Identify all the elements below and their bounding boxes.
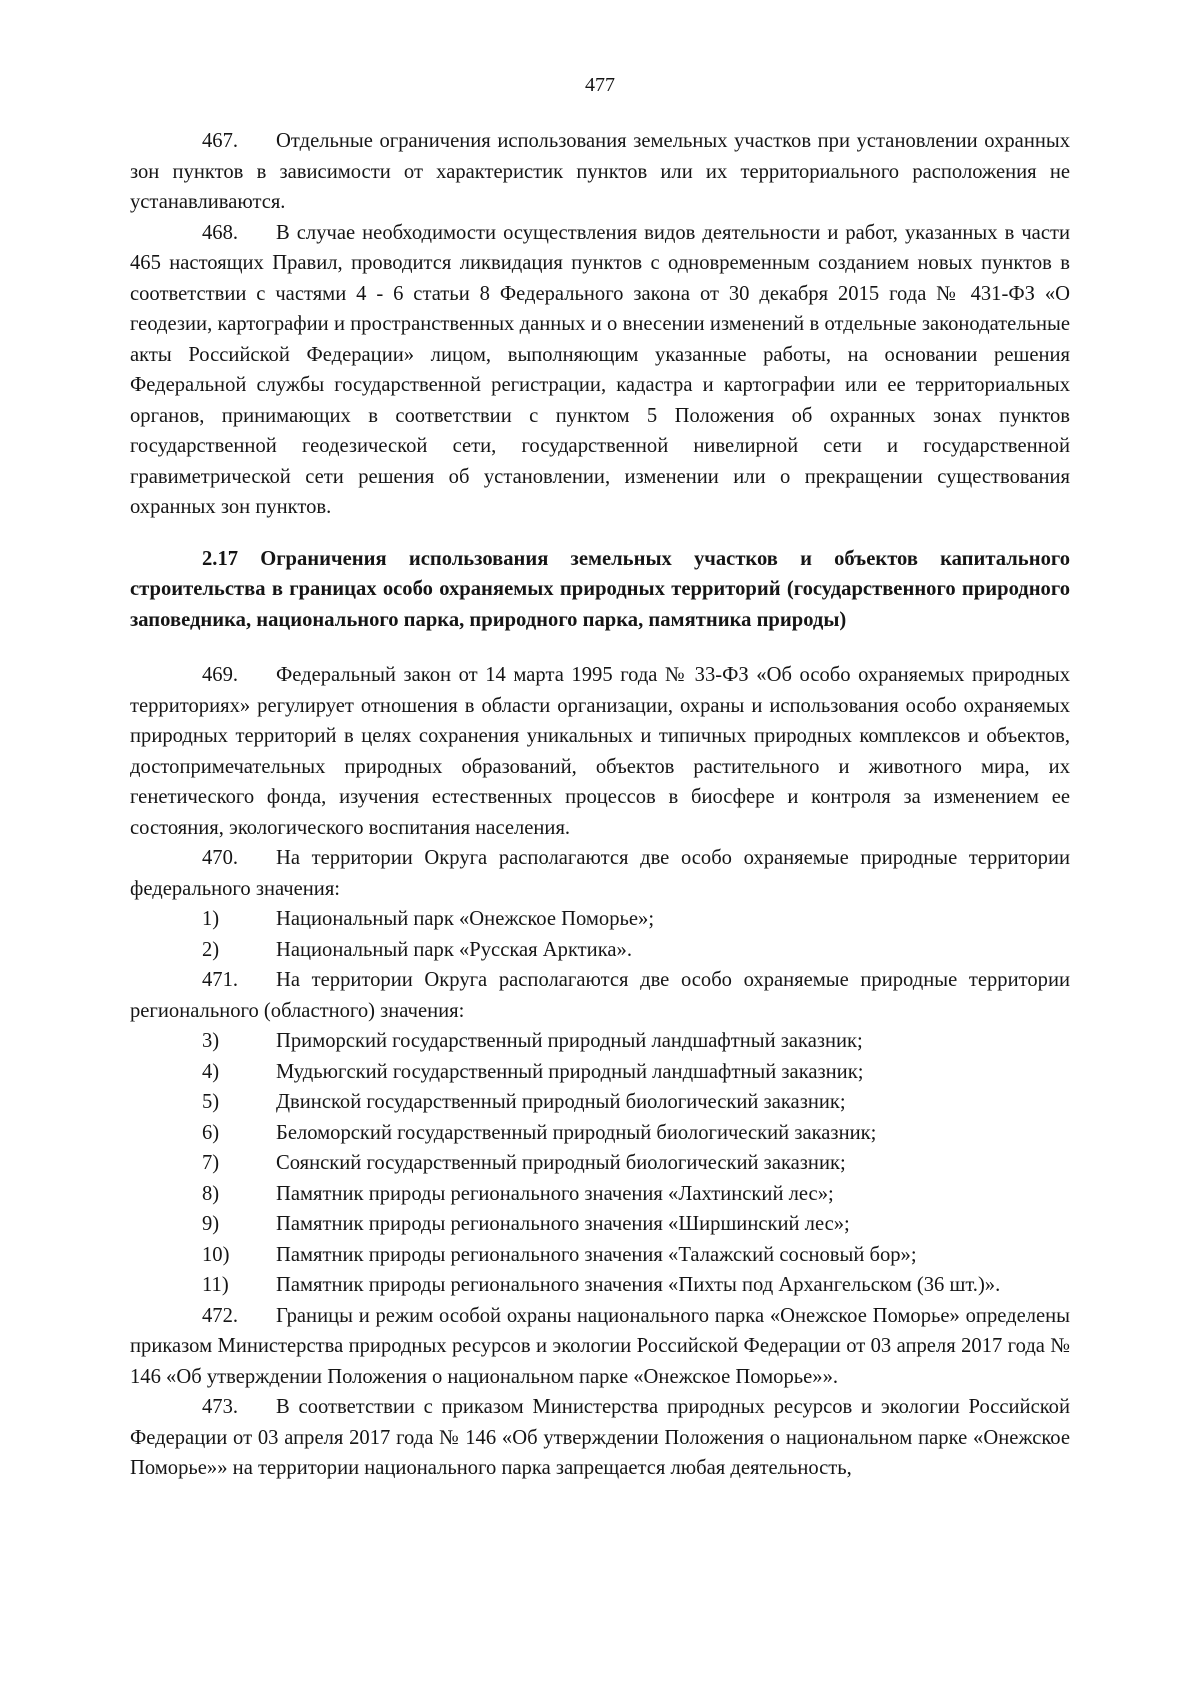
paragraph-number: 473. xyxy=(202,1396,239,1418)
paragraph-472 xyxy=(130,1301,1070,1393)
list-item-number: 6) xyxy=(202,1121,220,1144)
list-item-number: 1) xyxy=(202,908,220,930)
list-item-number: 9) xyxy=(202,1213,220,1235)
list-item-text: Приморский государственный природный ландшафтный заказник; xyxy=(276,1030,863,1052)
federal-territories-list xyxy=(130,904,1070,965)
paragraph-473 xyxy=(130,1392,1070,1484)
list-item-number: 11) xyxy=(202,1274,229,1296)
list-item-number: 3) xyxy=(202,1030,220,1052)
list-item-text: Памятник природы регионального значения «Пихты под Архангельском (36 шт.)». xyxy=(276,1274,1001,1296)
list-item-text: Памятник природы регионального значения «Талажский сосновый бор»; xyxy=(276,1243,917,1266)
list-item xyxy=(130,1118,1070,1149)
list-item-number: 10) xyxy=(202,1243,230,1266)
regional-territories-list xyxy=(130,1026,1070,1301)
paragraph-text: На территории Округа располагаются две особо охраняемые природные территории регионального (областного) значения: xyxy=(130,969,1070,1022)
list-item-text: Беломорский государственный природный биологический заказник; xyxy=(276,1121,877,1144)
paragraph-number: 472. xyxy=(202,1304,239,1327)
list-item-number: 4) xyxy=(202,1060,220,1083)
list-item-text: Памятник природы регионального значения «Лахтинский лес»; xyxy=(276,1182,834,1205)
paragraph-text: В соответствии с приказом Министерства природных ресурсов и экологии Российской Федерации от 03 апреля 2017 года № 146 «Об утверждении Положения о национальном парке «Онежское Поморье»» на территории национального парка запрещается любая деятельность, xyxy=(130,1396,1070,1479)
list-item xyxy=(130,1148,1070,1179)
list-item-text: Мудьюгский государственный природный ландшафтный заказник; xyxy=(276,1060,864,1083)
paragraph-text: Федеральный закон от 14 марта 1995 года № 33-ФЗ «Об особо охраняемых природных территориях» регулирует отношения в области организации, охраны и использования особо охраняемых природных территорий в целях сохранения уникальных и типичных природных комплексов и объектов, достопримечательных природных образований, объектов растительного и животного мира, их генетического фонда, изучения естественных процессов в биосфере и контроля за изменением ее состояния, экологического воспитания населения. xyxy=(130,664,1070,839)
paragraph-number: 468. xyxy=(202,221,239,244)
paragraph-number: 470. xyxy=(202,847,239,869)
list-item xyxy=(130,1240,1070,1271)
paragraph-number: 467. xyxy=(202,130,239,152)
paragraph-468 xyxy=(130,218,1070,523)
paragraph-470 xyxy=(130,843,1070,904)
list-item-text: Национальный парк «Онежское Поморье»; xyxy=(276,908,655,930)
list-item xyxy=(130,1026,1070,1057)
list-item xyxy=(130,1179,1070,1210)
list-item-number: 2) xyxy=(202,938,220,961)
paragraph-471 xyxy=(130,965,1070,1026)
list-item xyxy=(130,904,1070,935)
list-item-text: Национальный парк «Русская Арктика». xyxy=(276,938,632,961)
list-item xyxy=(130,1270,1070,1301)
paragraph-text: В случае необходимости осуществления видов деятельности и работ, указанных в части 465 настоящих Правил, проводится ликвидация пунктов с одновременным созданием новых пунктов в соответствии с частями 4 - 6 статьи 8 Федерального закона от 30 декабря 2015 года № 431-ФЗ «О геодезии, картографии и пространственных данных и о внесении изменений в отдельные законодательные акты Российской Федерации» лицом, выполняющим указанные работы, на основании решения Федеральной службы государственной регистрации, кадастра и картографии или ее территориальных органов, принимающих в соответствии с пунктом 5 Положения об охранных зонах пунктов государственной геодезической сети, государственной нивелирной сети и государственной гравиметрической сети решения об установлении, изменении или о прекращении существования охранных зон пунктов. xyxy=(130,221,1070,518)
list-item-number: 5) xyxy=(202,1091,220,1113)
paragraph-469 xyxy=(130,660,1070,843)
paragraph-text: Границы и режим особой охраны национального парка «Онежское Поморье» определены приказом Министерства природных ресурсов и экологии Российской Федерации от 03 апреля 2017 года № 146 «Об утверждении Положения о национальном парке «Онежское Поморье»». xyxy=(130,1304,1070,1388)
list-item-number: 8) xyxy=(202,1182,220,1205)
list-item-text: Двинской государственный природный биологический заказник; xyxy=(276,1091,846,1113)
list-item-text: Памятник природы регионального значения «Ширшинский лес»; xyxy=(276,1213,850,1235)
paragraph-text: Отдельные ограничения использования земельных участков при установлении охранных зон пунктов в зависимости от характеристик пунктов или их территориального расположения не устанавливаются. xyxy=(130,130,1070,213)
paragraph-number: 471. xyxy=(202,969,239,991)
paragraph-text: На территории Округа располагаются две особо охраняемые природные территории федерального значения: xyxy=(130,847,1070,900)
list-item xyxy=(130,1209,1070,1240)
list-item-number: 7) xyxy=(202,1152,220,1174)
section-heading: 2.17 Ограничения использования земельных участков и объектов капитального строительства в границах особо охраняемых природных территорий (государственного природного заповедника, национального парка, природного парка, памятника природы) xyxy=(130,547,1070,631)
paragraph-467 xyxy=(130,126,1070,218)
list-item xyxy=(130,935,1070,966)
page-number: 477 xyxy=(585,74,615,96)
list-item-text: Соянский государственный природный биологический заказник; xyxy=(276,1152,846,1174)
paragraph-number: 469. xyxy=(202,664,239,686)
list-item xyxy=(130,1087,1070,1118)
list-item xyxy=(130,1057,1070,1088)
